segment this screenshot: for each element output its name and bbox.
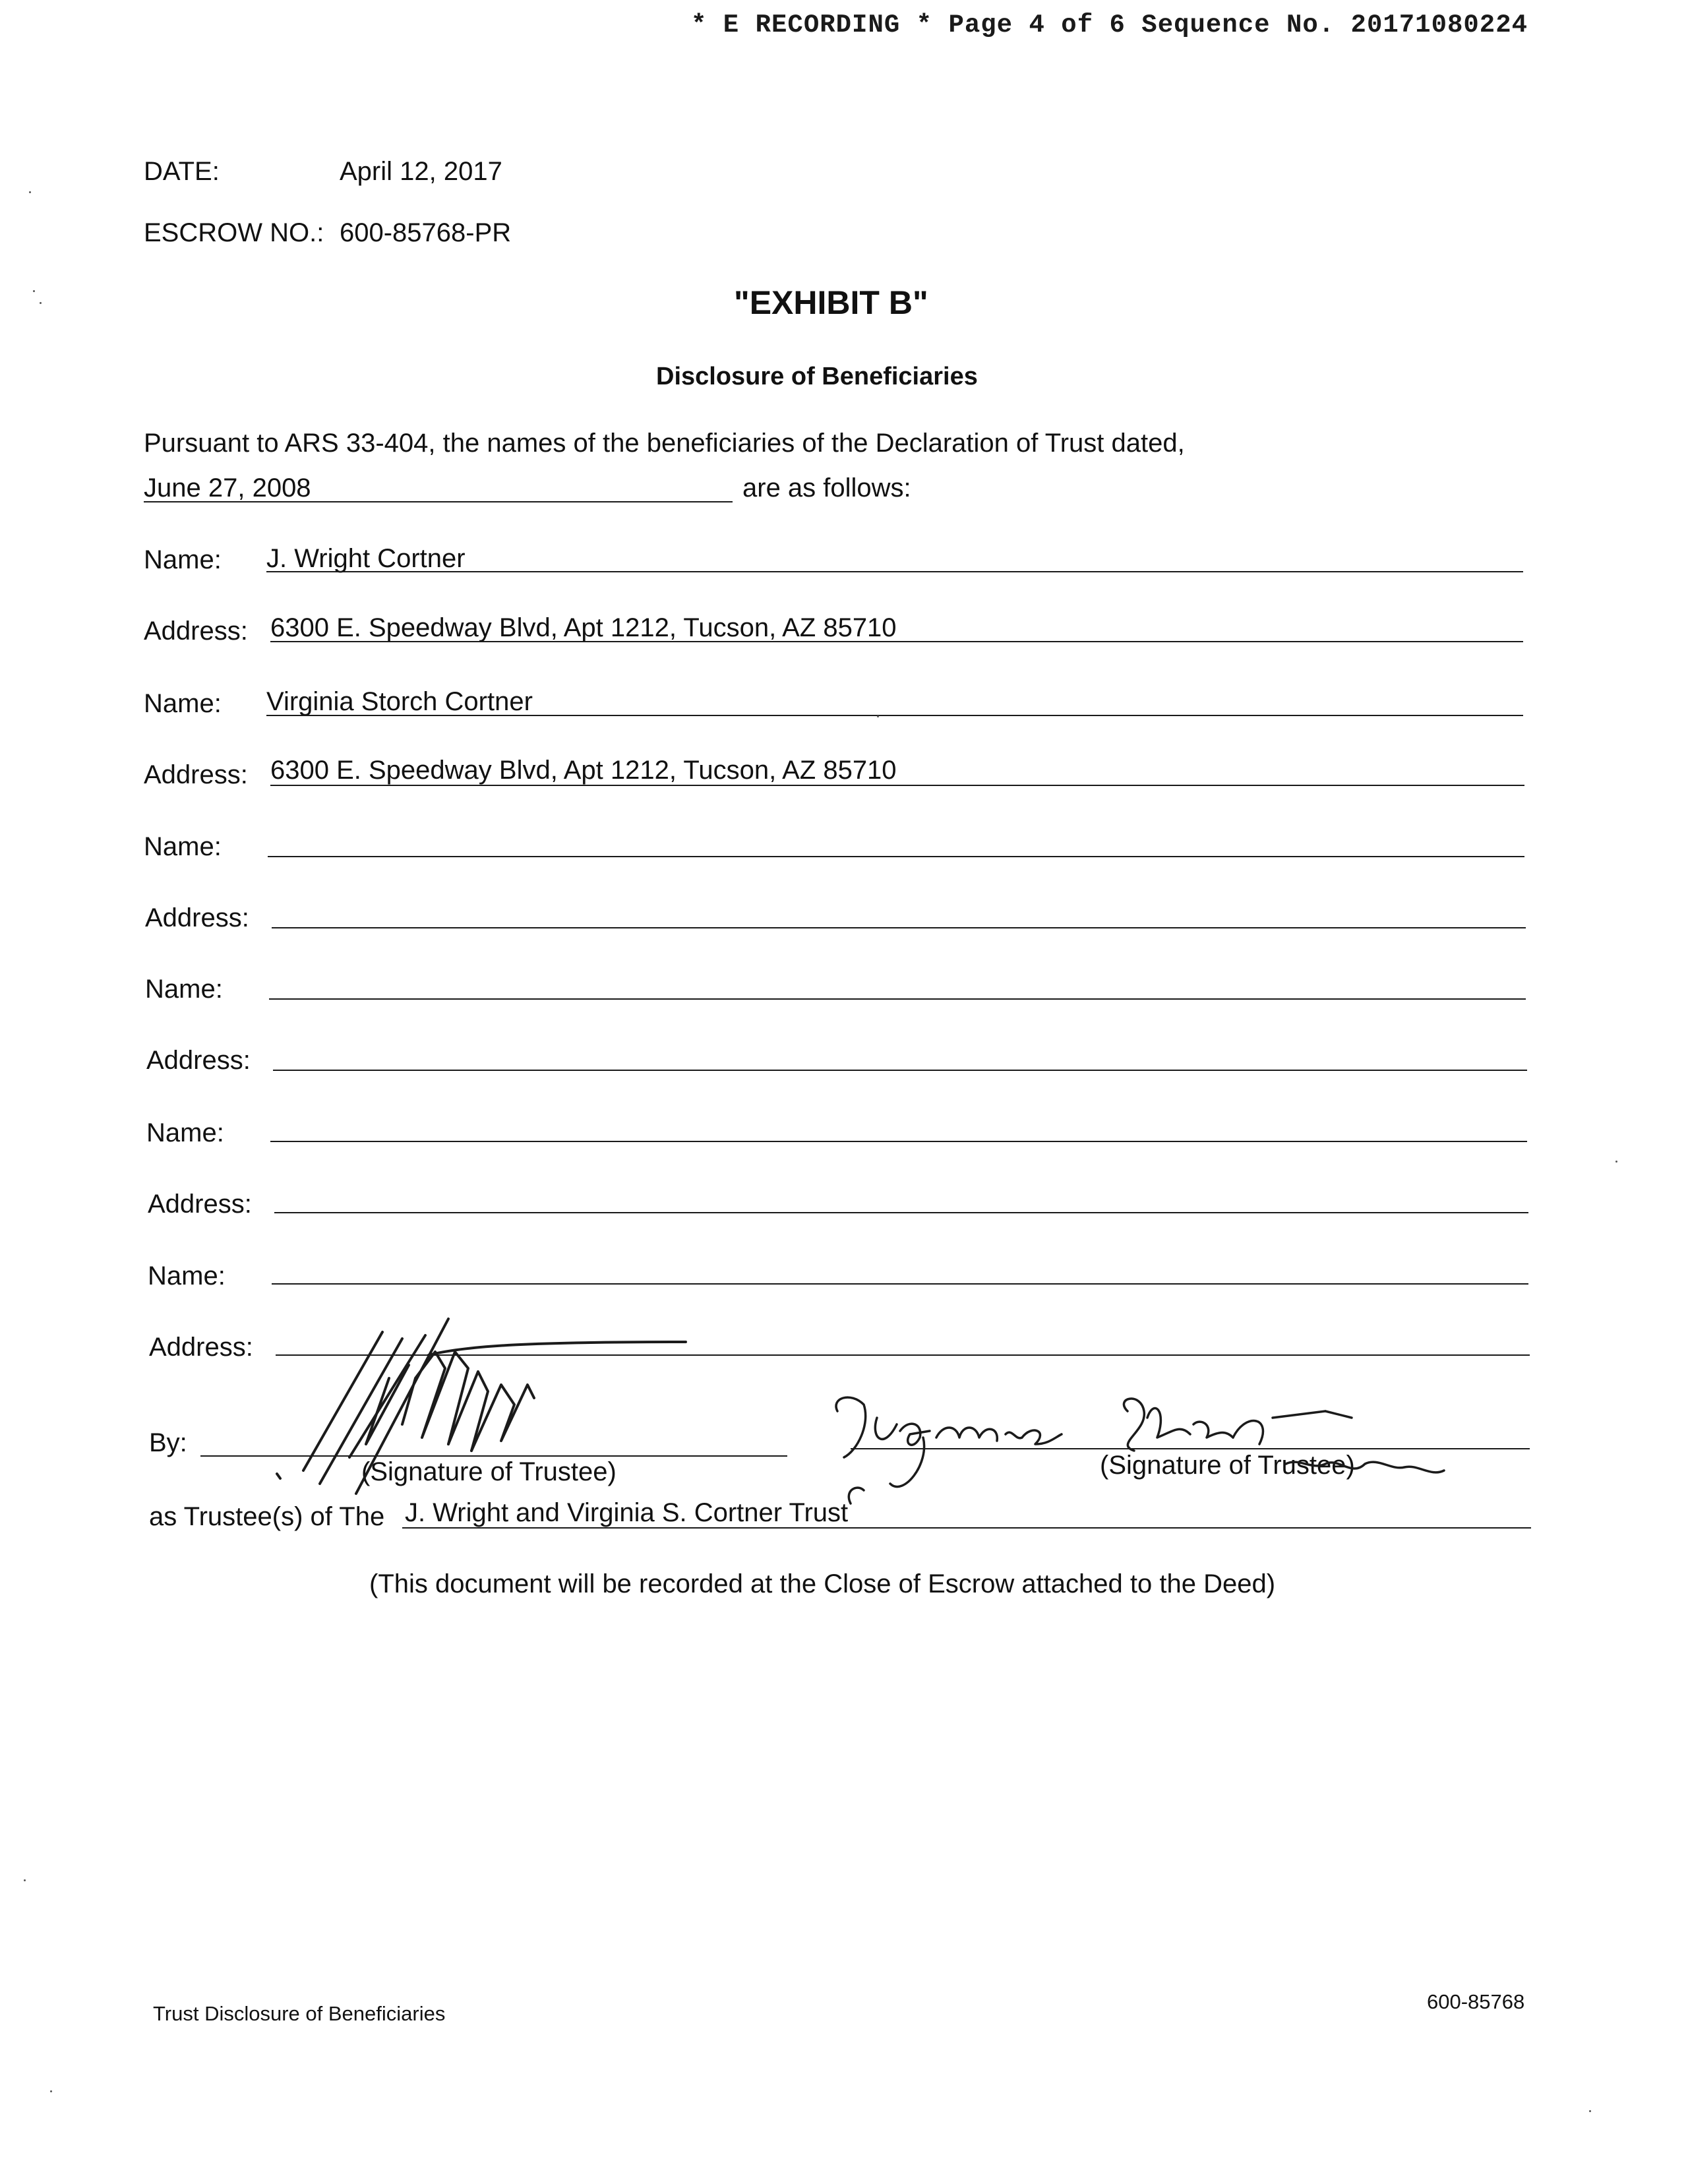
beneficiary-3-address-rule <box>272 927 1526 928</box>
beneficiary-4-address-label: Address: <box>146 1046 251 1075</box>
beneficiary-2-address: 6300 E. Speedway Blvd, Apt 1212, Tucson, AZ 85710 <box>270 756 897 785</box>
recording-note: (This document will be recorded at the Close of Escrow attached to the Deed) <box>369 1569 1276 1598</box>
document-title: "EXHIBIT B" <box>734 284 928 321</box>
beneficiary-6-name-rule <box>272 1283 1528 1285</box>
scan-speck <box>33 290 35 292</box>
beneficiary-5-name-label: Name: <box>146 1118 224 1147</box>
intro-line-1: Pursuant to ARS 33-404, the names of the beneficiaries of the Declaration of Trust dated, <box>144 429 1185 458</box>
beneficiary-2-name: Virginia Storch Cortner <box>266 687 533 716</box>
scan-speck <box>1615 1161 1617 1163</box>
scan-speck <box>24 1879 26 1881</box>
beneficiary-1-name-label: Name: <box>144 545 222 574</box>
beneficiary-6-name-label: Name: <box>148 1261 226 1290</box>
trustee-line-value: J. Wright and Virginia S. Cortner Trust <box>405 1498 849 1527</box>
beneficiary-1-name: J. Wright Cortner <box>266 544 466 573</box>
scan-speck <box>40 302 42 304</box>
beneficiary-4-name-rule <box>269 998 1526 1000</box>
beneficiary-2-address-label: Address: <box>144 760 248 789</box>
escrow-value: 600-85768-PR <box>340 218 512 247</box>
scan-speck <box>50 2090 52 2092</box>
footer-right: 600-85768 <box>1427 1990 1525 2013</box>
beneficiary-5-address-rule <box>274 1212 1528 1213</box>
scan-speck <box>29 191 31 193</box>
beneficiary-6-address-label: Address: <box>149 1333 253 1362</box>
beneficiary-3-name-rule <box>268 856 1524 857</box>
trust-date-value: June 27, 2008 <box>144 473 311 502</box>
beneficiary-1-address: 6300 E. Speedway Blvd, Apt 1212, Tucson, AZ 85710 <box>270 613 897 642</box>
trustee-line-rule <box>402 1527 1531 1529</box>
date-label: DATE: <box>144 157 220 186</box>
document-subtitle: Disclosure of Beneficiaries <box>656 363 978 390</box>
escrow-label: ESCROW NO.: <box>144 218 324 247</box>
trustee-signature-2 <box>824 1372 1523 1503</box>
beneficiary-1-name-rule <box>266 571 1523 572</box>
by-label: By: <box>149 1428 187 1457</box>
footer-left: Trust Disclosure of Beneficiaries <box>153 2002 446 2025</box>
beneficiary-2-address-rule <box>270 785 1524 786</box>
trustee-signature-1 <box>251 1306 699 1503</box>
intro-line-2-suffix: are as follows: <box>742 473 911 502</box>
beneficiary-5-address-label: Address: <box>148 1190 252 1219</box>
scan-speck <box>1589 2110 1591 2112</box>
beneficiary-3-name-label: Name: <box>144 832 222 861</box>
beneficiary-2-name-label: Name: <box>144 689 222 718</box>
beneficiary-2-name-rule <box>266 715 1523 716</box>
beneficiary-4-name-label: Name: <box>145 975 223 1004</box>
signature-right-caption: (Signature of Trustee) <box>1100 1451 1355 1480</box>
recording-header: * E RECORDING * Page 4 of 6 Sequence No. 20171080224 <box>691 11 1528 40</box>
date-value: April 12, 2017 <box>340 157 502 186</box>
trust-date-rule <box>144 501 733 502</box>
beneficiary-5-name-rule <box>270 1141 1527 1142</box>
beneficiary-1-address-rule <box>270 641 1523 642</box>
beneficiary-4-address-rule <box>273 1070 1527 1071</box>
beneficiary-3-address-label: Address: <box>145 903 249 932</box>
trustee-line-label: as Trustee(s) of The <box>149 1502 385 1531</box>
scan-speck <box>877 715 879 717</box>
signature-left-caption: (Signature of Trustee) <box>361 1457 617 1486</box>
beneficiary-1-address-label: Address: <box>144 617 248 646</box>
